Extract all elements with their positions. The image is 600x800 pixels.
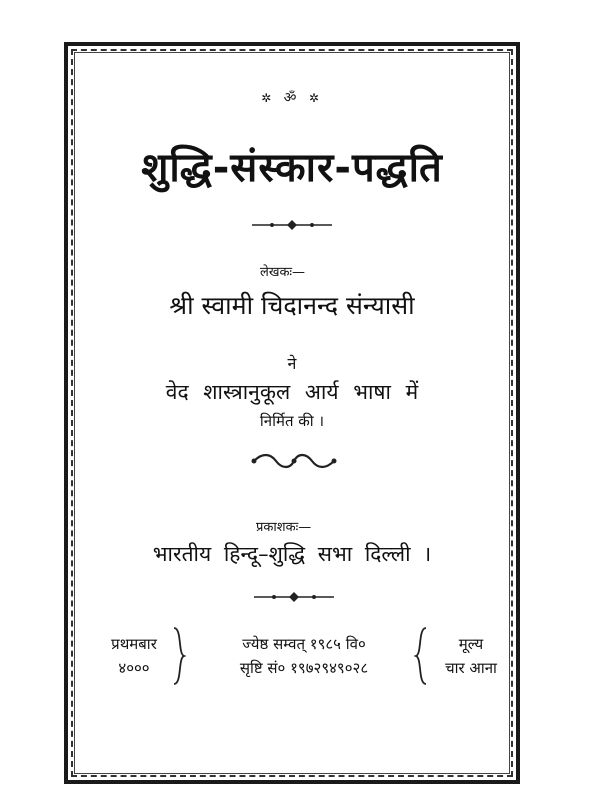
divider-ornament-3 bbox=[252, 590, 336, 604]
author-label: लेखकः— bbox=[260, 265, 306, 280]
right-brace-left bbox=[172, 626, 186, 686]
om-symbol: ॐ bbox=[283, 90, 301, 106]
divider-ornament-1 bbox=[250, 218, 334, 232]
description-line-2: निर्मित की । bbox=[259, 412, 325, 430]
description-line-1: वेद शास्त्रानुकूल आर्य भाषा में bbox=[165, 380, 419, 404]
date-info bbox=[198, 632, 410, 680]
date-line-2: सृष्टि सं० १९७२९४९०२८ bbox=[239, 659, 369, 677]
publisher-label: प्रकाशकः— bbox=[256, 520, 312, 535]
copies-count: ४००० bbox=[118, 659, 150, 677]
price-info bbox=[428, 632, 514, 680]
edition-info bbox=[98, 632, 170, 680]
book-title: शुद्धि-संस्कार-पद्धति bbox=[141, 145, 443, 191]
om-header bbox=[64, 88, 520, 107]
divider-ornament-2 bbox=[250, 452, 338, 470]
date-line-1: ज्येष्ठ सम्वत् १९८५ वि० bbox=[242, 635, 366, 653]
price-value: चार आना bbox=[445, 659, 497, 677]
left-brace-right bbox=[414, 626, 428, 686]
left-star-ornament: ✲ bbox=[261, 91, 276, 105]
publisher-name: भारतीय हिन्दू–शुद्धि सभा दिल्ली । bbox=[152, 542, 432, 566]
right-star-ornament: ✲ bbox=[308, 91, 323, 105]
author-name: श्री स्वामी चिदानन्द संन्यासी bbox=[169, 291, 415, 320]
edition-label: प्रथमबार bbox=[111, 635, 157, 653]
price-label: मूल्य bbox=[458, 635, 484, 653]
connector-text: ने bbox=[287, 354, 297, 373]
